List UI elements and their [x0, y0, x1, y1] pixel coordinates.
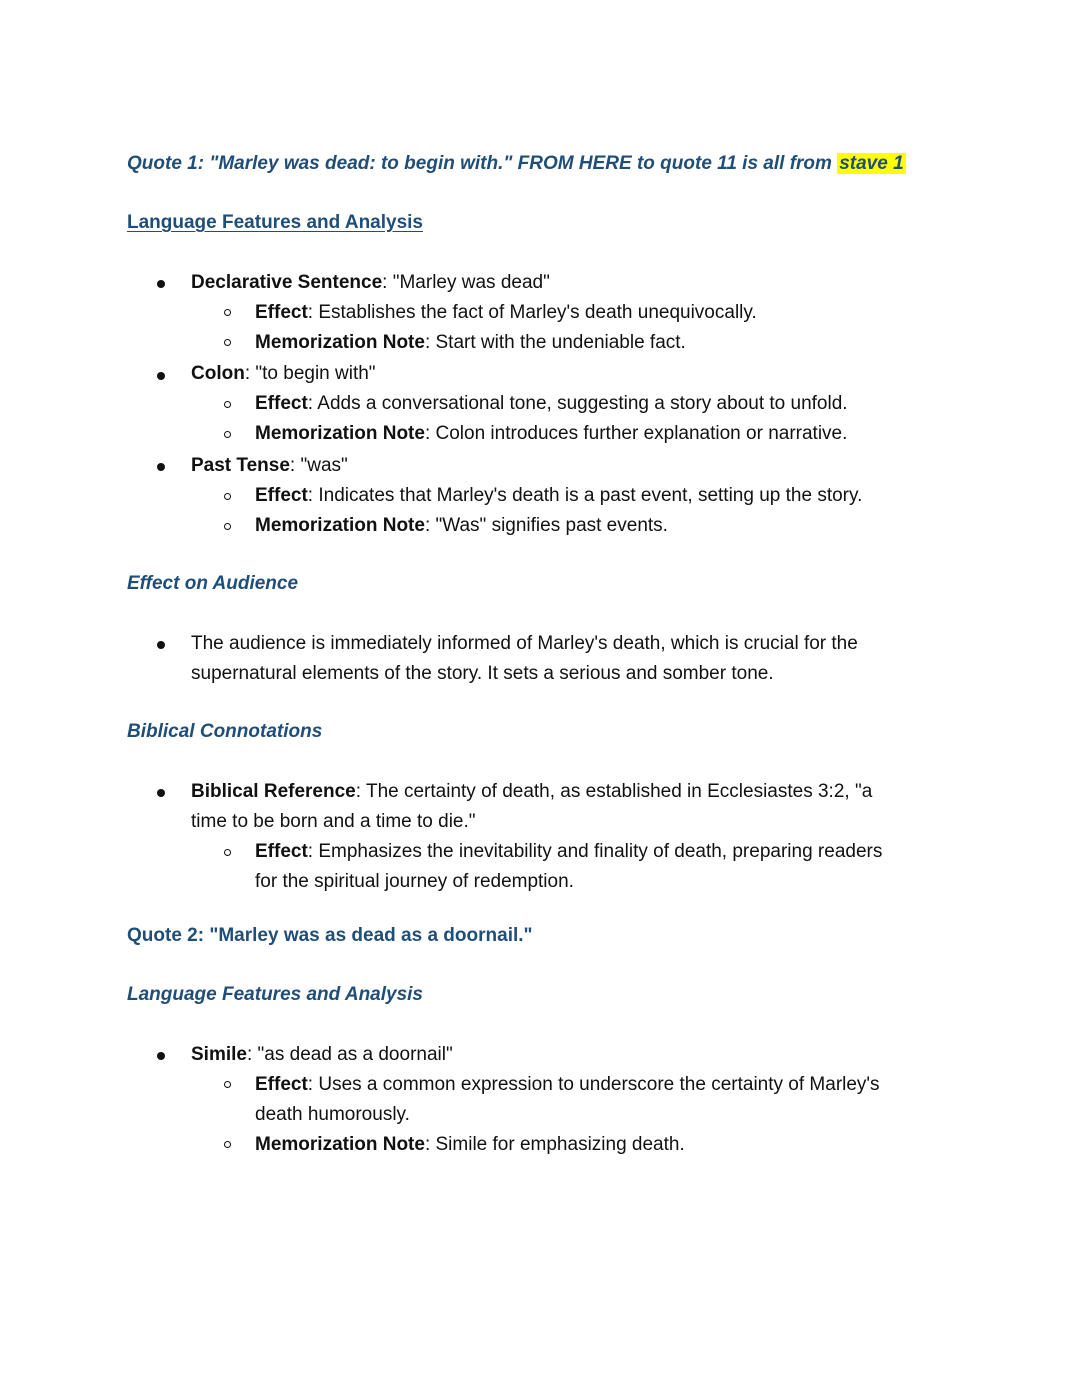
biblical-text: : The certainty of death, as established in Ecclesiastes 3:2, "a	[355, 781, 873, 802]
feature-memo	[255, 511, 668, 541]
effect-label: Effect	[255, 841, 308, 862]
quote2-language-features-heading: Language Features and Analysis	[127, 984, 423, 1005]
bullet-icon	[157, 280, 165, 288]
feature-effect	[255, 298, 757, 328]
bullet-icon	[157, 641, 165, 649]
feature-text: : "as dead as a doornail"	[246, 1044, 453, 1065]
effect-text: : Adds a conversational tone, suggesting a story about to unfold.	[307, 393, 848, 414]
sub-bullet-icon	[224, 401, 231, 408]
memo-text: : Simile for emphasizing death.	[424, 1134, 685, 1155]
feature-text: : "was"	[289, 455, 348, 476]
simile-effect-line2: death humorously.	[255, 1104, 410, 1125]
sub-bullet-icon	[224, 309, 231, 316]
effect-text: : Establishes the fact of Marley's death unequivocally.	[307, 302, 757, 323]
memo-label: Memorization Note	[255, 423, 425, 444]
feature-effect	[255, 389, 848, 419]
memo-label: Memorization Note	[255, 515, 425, 536]
simile-effect-line1	[255, 1070, 880, 1100]
bullet-icon	[157, 1052, 165, 1060]
effect-text: : Uses a common expression to underscore the certainty of Marley's	[307, 1074, 880, 1095]
sub-bullet-icon	[224, 849, 231, 856]
effect-label: Effect	[255, 302, 308, 323]
bullet-icon	[157, 372, 165, 380]
feature-text: : "Marley was dead"	[382, 272, 550, 293]
effect-label: Effect	[255, 393, 308, 414]
effect-label: Effect	[255, 485, 308, 506]
feature-simile	[191, 1040, 453, 1070]
feature-effect	[255, 481, 862, 511]
bullet-icon	[157, 463, 165, 471]
biblical-term: Biblical Reference	[191, 781, 356, 802]
quote1-heading-text: Quote 1: "Marley was dead: to begin with." FROM HERE to quote 11 is all from	[127, 153, 832, 174]
quote2-heading: Quote 2: "Marley was as dead as a doornail."	[127, 925, 533, 946]
sub-bullet-icon	[224, 431, 231, 438]
sub-bullet-icon	[224, 1141, 231, 1148]
memo-text: : Colon introduces further explanation or narrative.	[424, 423, 848, 444]
biblical-connotations-heading: Biblical Connotations	[127, 721, 323, 742]
feature-memo	[255, 419, 847, 449]
audience-text-line1: The audience is immediately informed of Marley's death, which is crucial for the	[191, 633, 858, 654]
feature-term: Declarative Sentence	[191, 272, 383, 293]
biblical-reference-line1	[191, 777, 872, 807]
sub-bullet-icon	[224, 1081, 231, 1088]
sub-bullet-icon	[224, 339, 231, 346]
feature-term: Colon	[191, 363, 245, 384]
quote1-heading	[127, 153, 906, 175]
biblical-reference-line2: time to be born and a time to die."	[191, 811, 476, 832]
effect-label: Effect	[255, 1074, 308, 1095]
effect-on-audience-heading: Effect on Audience	[127, 573, 299, 594]
biblical-effect-line2: for the spiritual journey of redemption.	[255, 871, 574, 892]
effect-text: : Indicates that Marley's death is a past event, setting up the story.	[307, 485, 863, 506]
stave-highlight: stave 1	[839, 153, 904, 174]
memo-label: Memorization Note	[255, 1134, 425, 1155]
simile-memo	[255, 1130, 685, 1160]
feature-text: : "to begin with"	[244, 363, 376, 384]
memo-text: : Start with the undeniable fact.	[424, 332, 686, 353]
feature-colon	[191, 359, 376, 389]
biblical-effect-line1	[255, 837, 882, 867]
feature-declarative	[191, 268, 550, 298]
feature-term: Past Tense	[191, 455, 290, 476]
memo-text: : "Was" signifies past events.	[424, 515, 668, 536]
feature-past-tense	[191, 451, 348, 481]
bullet-icon	[157, 789, 165, 797]
memo-label: Memorization Note	[255, 332, 425, 353]
feature-memo	[255, 328, 686, 358]
sub-bullet-icon	[224, 523, 231, 530]
effect-text: : Emphasizes the inevitability and finality of death, preparing readers	[307, 841, 883, 862]
language-features-heading: Language Features and Analysis	[127, 212, 423, 233]
sub-bullet-icon	[224, 493, 231, 500]
audience-text-line2: supernatural elements of the story. It sets a serious and somber tone.	[191, 663, 774, 684]
feature-term: Simile	[191, 1044, 247, 1065]
